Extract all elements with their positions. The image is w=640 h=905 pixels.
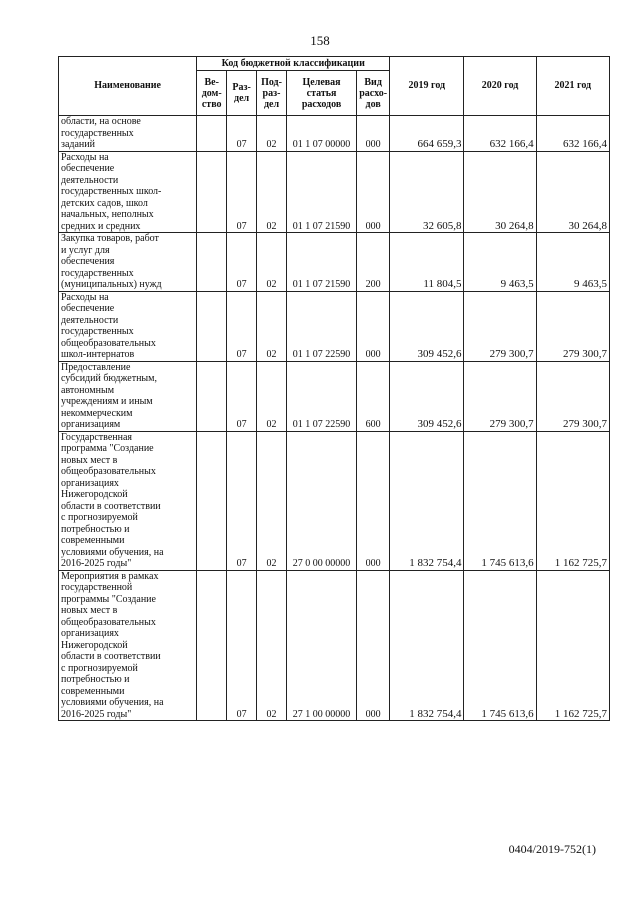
cell-2019: 309 452,6 [390,291,464,361]
header-2021: 2021 год [536,57,609,116]
cell-2021: 9 463,5 [536,233,609,292]
cell-razdel: 07 [227,361,257,431]
budget-table [58,56,610,721]
cell-2020: 1 745 613,6 [464,431,536,570]
cell-2020: 1 745 613,6 [464,570,536,721]
cell-expense-type: 000 [357,116,390,152]
header-vedomstvo: Ве- дом- ство [197,71,227,116]
cell-target-article: 01 1 07 22590 [286,361,356,431]
cell-2021: 632 166,4 [536,116,609,152]
cell-2021: 279 300,7 [536,361,609,431]
header-name: Наименование [59,57,197,116]
cell-2020: 632 166,4 [464,116,536,152]
cell-razdel: 07 [227,151,257,233]
cell-target-article: 01 1 07 00000 [286,116,356,152]
cell-razdel: 07 [227,431,257,570]
cell-razdel: 07 [227,291,257,361]
cell-podrazdel: 02 [257,570,287,721]
cell-name: Закупка товаров, работ и услуг для обеспечения государственных (муниципальных) нужд [59,233,197,292]
header-expense-type: Вид расхо- дов [357,71,390,116]
document-code: 0404/2019-752(1) [508,842,596,856]
table-row [59,116,610,152]
cell-vedomstvo [197,361,227,431]
cell-2019: 309 452,6 [390,361,464,431]
cell-2020: 279 300,7 [464,361,536,431]
cell-target-article: 27 1 00 00000 [286,570,356,721]
cell-vedomstvo [197,116,227,152]
cell-2019: 11 804,5 [390,233,464,292]
cell-podrazdel: 02 [257,116,287,152]
table-row [59,431,610,570]
cell-razdel: 07 [227,570,257,721]
cell-expense-type: 000 [357,291,390,361]
cell-vedomstvo [197,291,227,361]
cell-vedomstvo [197,151,227,233]
header-2019: 2019 год [390,57,464,116]
cell-2019: 1 832 754,4 [390,431,464,570]
cell-name: Государственная программа "Создание новых мест в общеобразовательных организациях Нижегородской области в соответствии с прогнозируемой потребностью и современными условиями обучения, на 2016-2025 годы" [59,431,197,570]
cell-target-article: 01 1 07 21590 [286,151,356,233]
cell-2020: 9 463,5 [464,233,536,292]
cell-2021: 30 264,8 [536,151,609,233]
cell-expense-type: 000 [357,570,390,721]
cell-name: области, на основе государственных заданий [59,116,197,152]
header-podrazdel: Под- раз- дел [257,71,287,116]
cell-2019: 1 832 754,4 [390,570,464,721]
cell-podrazdel: 02 [257,291,287,361]
table-body [59,116,610,721]
cell-name: Мероприятия в рамках государственной программы "Создание новых мест в общеобразовательных организациях Нижегородской области в соответствии с прогнозируемой потребностью и современными условиями обучения, на 2016-2025 годы" [59,570,197,721]
cell-2019: 664 659,3 [390,116,464,152]
cell-2021: 1 162 725,7 [536,431,609,570]
header-razdel: Раз- дел [227,71,257,116]
header-2020: 2020 год [464,57,536,116]
cell-podrazdel: 02 [257,431,287,570]
cell-name: Расходы на обеспечение деятельности государственных школ- детских садов, школ начальных, неполных средних и средних [59,151,197,233]
cell-podrazdel: 02 [257,151,287,233]
cell-2019: 32 605,8 [390,151,464,233]
header-target-article: Целевая статья расходов [286,71,356,116]
cell-2021: 1 162 725,7 [536,570,609,721]
cell-2021: 279 300,7 [536,291,609,361]
cell-target-article: 27 0 00 00000 [286,431,356,570]
cell-razdel: 07 [227,233,257,292]
cell-2020: 279 300,7 [464,291,536,361]
cell-2020: 30 264,8 [464,151,536,233]
cell-name: Предоставление субсидий бюджетным, автономным учреждениям и иным некоммерческим организациям [59,361,197,431]
cell-vedomstvo [197,570,227,721]
cell-target-article: 01 1 07 22590 [286,291,356,361]
table-row [59,151,610,233]
cell-expense-type: 000 [357,431,390,570]
cell-podrazdel: 02 [257,233,287,292]
cell-razdel: 07 [227,116,257,152]
cell-name: Расходы на обеспечение деятельности государственных общеобразовательных школ-интернатов [59,291,197,361]
header-classification-group: Код бюджетной классификации [197,57,390,71]
cell-expense-type: 600 [357,361,390,431]
cell-podrazdel: 02 [257,361,287,431]
table-row [59,233,610,292]
page-number: 158 [310,33,330,48]
cell-target-article: 01 1 07 21590 [286,233,356,292]
cell-expense-type: 200 [357,233,390,292]
table-row [59,361,610,431]
cell-vedomstvo [197,431,227,570]
cell-expense-type: 000 [357,151,390,233]
cell-vedomstvo [197,233,227,292]
table-row [59,291,610,361]
table-row [59,570,610,721]
